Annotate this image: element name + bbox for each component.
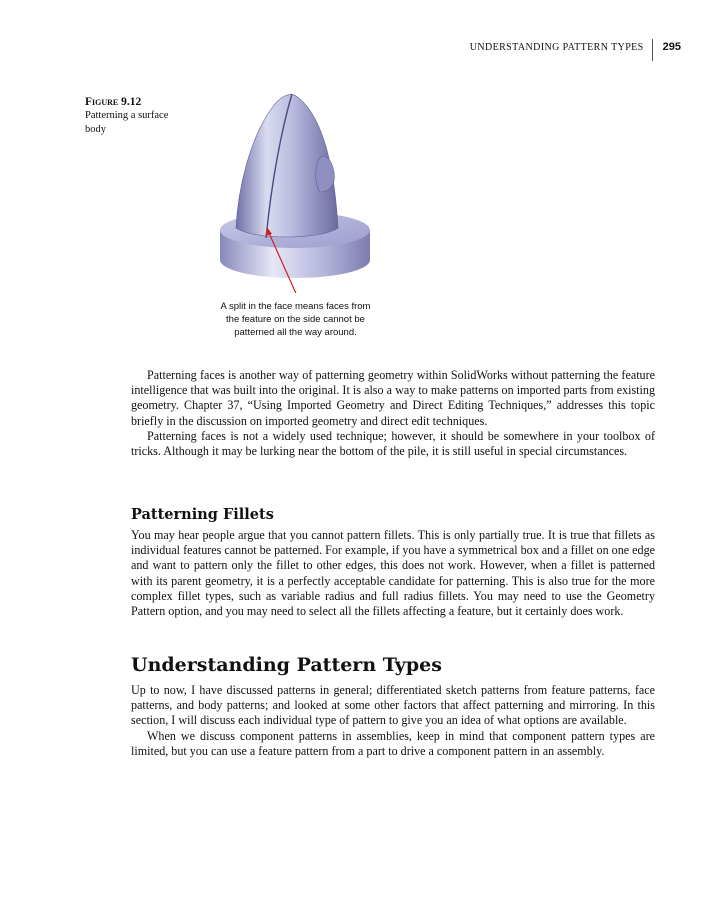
- page-number: 295: [662, 41, 681, 53]
- side-feature: [316, 156, 335, 192]
- paragraph: When we discuss component patterns in assemblies, keep in mind that component pattern types are limited, but you can use a feature pattern from a part to drive a component pattern in an assembly.: [131, 728, 655, 758]
- figure-callout: A split in the face means faces from the feature on the side cannot be patterned all the way around.: [220, 301, 371, 338]
- running-head: [470, 39, 681, 61]
- paragraph: You may hear people argue that you cannot pattern fillets. This is only partially true. It is true that fillets as individual features cannot be patterned. For example, if you have a symmetrical box and a fillet on one edge and want to pattern only the fillet to other edges, this does not work. However, when a fillet is patterned with its parent geometry, it is a perfectly acceptable candidate for patterning. This is also true for the more complex fillet types, such as variable radius and full radius fillets. You may need to use the Geometry Pattern option, and you may need to select all the fillets affecting a feature, but it certainly does work.: [131, 528, 655, 619]
- section-2-body: [131, 528, 655, 619]
- running-head-title: UNDERSTANDING PATTERN TYPES: [469, 42, 644, 53]
- section-heading-patterning-fillets: Patterning Fillets: [131, 506, 274, 523]
- paragraph: Up to now, I have discussed patterns in general; differentiated sketch patterns from feature patterns, face patterns, and body patterns; and looked at some other factors that affect patterning and mirroring. In this section, I will discuss each individual type of pattern to give you an idea of what options are available.: [131, 683, 655, 728]
- paragraph: Patterning faces is not a widely used technique; however, it should be somewhere in your toolbox of tricks. Although it may be lurking near the bottom of the pile, it is still useful in special circumstances.: [131, 428, 655, 459]
- paragraph: Patterning faces is another way of patterning geometry within SolidWorks without patterning the feature intelligence that was built into the original. It is also a way to make patterns on imported parts from existing geometry. Chapter 37, “Using Imported Geometry and Direct Editing Techniques,” addresses this topic briefly in the discussion on imported geometry and direct edit techniques.: [131, 368, 655, 428]
- section-heading-understanding-pattern-types: Understanding Pattern Types: [131, 654, 442, 676]
- figure-caption-text: Patterning a surface body: [85, 110, 169, 135]
- figure-caption: [85, 95, 175, 137]
- section-1-body: [131, 368, 655, 459]
- section-3-body: [131, 683, 655, 759]
- figure-label: Figure 9.12: [85, 96, 142, 108]
- surface-body-figure: [210, 88, 380, 293]
